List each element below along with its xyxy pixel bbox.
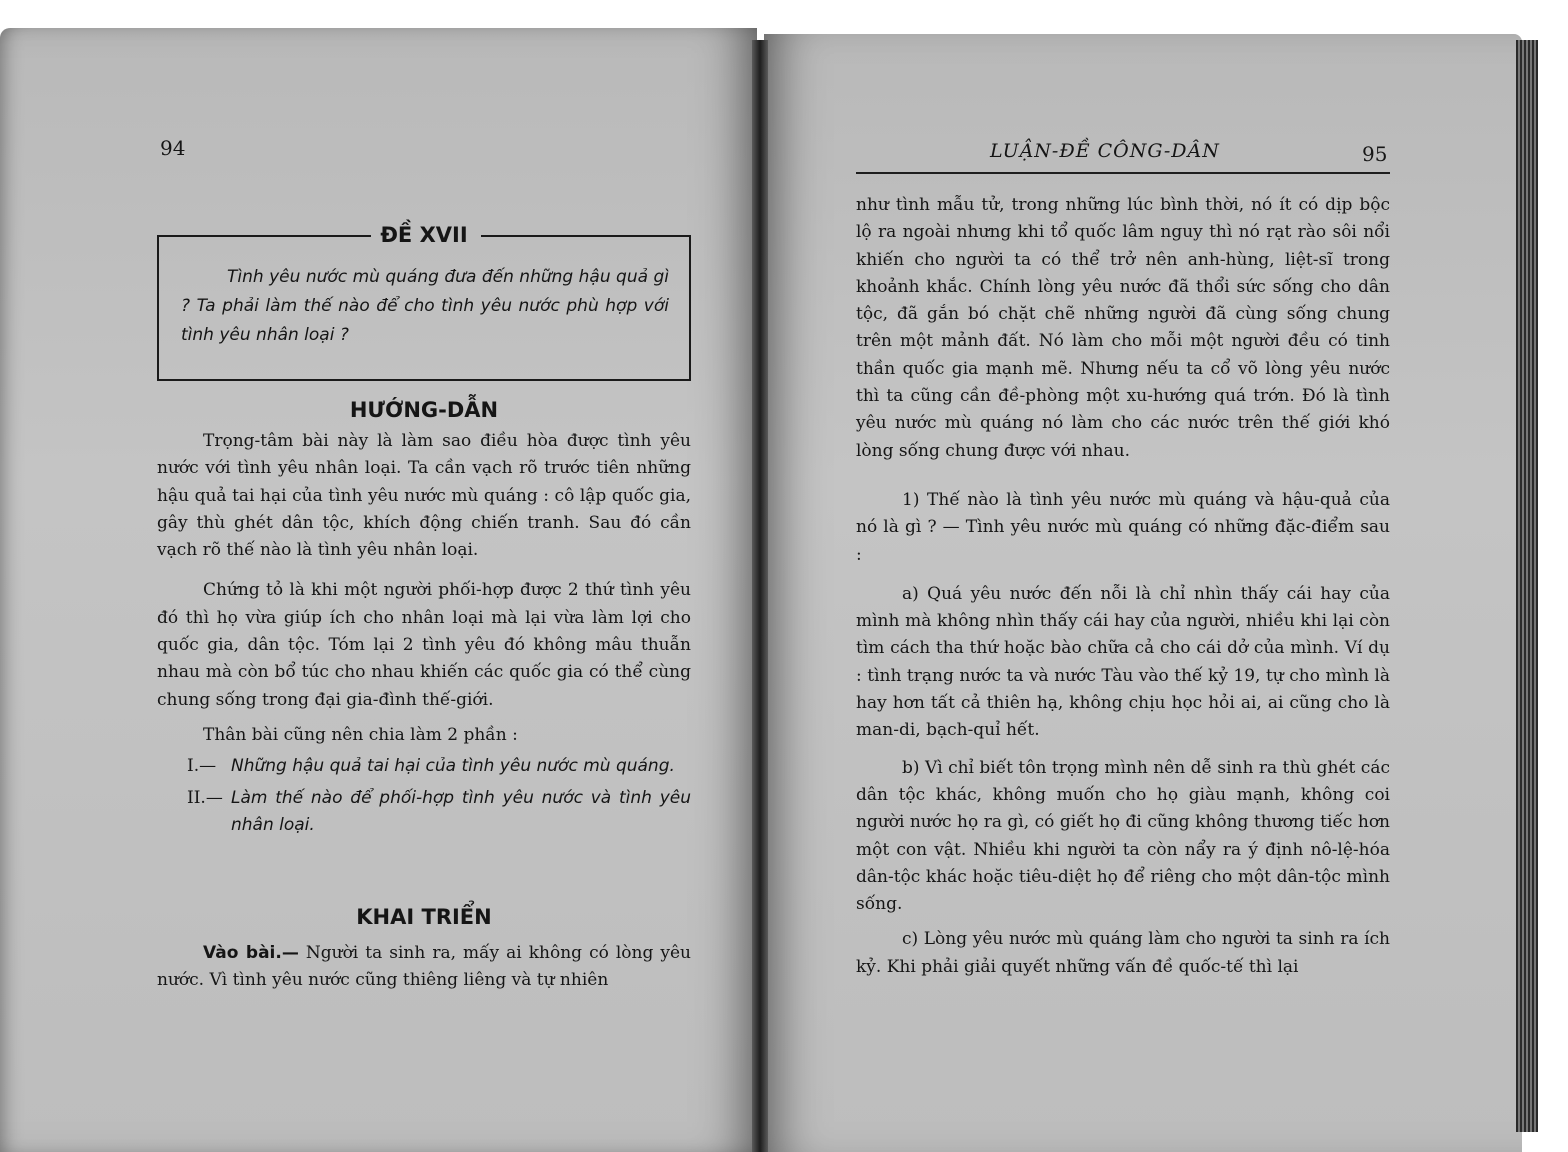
page-edges	[1516, 40, 1538, 1132]
header-rule	[856, 172, 1390, 174]
guide-paragraph-3: Thân bài cũng nên chia làm 2 phần :	[203, 724, 518, 745]
body-paragraph-1: như tình mẫu tử, trong những lúc bình thời, nó ít có dịp bộc lộ ra ngoài nhưng khi tổ quốc lâm nguy thì nó rạt rào sôi nổi khiến cho người ta có thể trở nên anh-hùng, liệt-sĩ trong khoảnh khắc. Chính lòng yêu nước đã thổi sức sống cho dân tộc, đã gắn bó chặt chẽ những người đã cùng sống chung trên một mảnh đất. Nó làm cho mỗi một người đều có tinh thần quốc gia mạnh mẽ. Nhưng nếu ta cổ võ lòng yêu nước thì ta cũng cần đề-phòng một xu-hướng quá trớn. Đó là tình yêu nước mù quáng nó làm cho các nước trên thế giới khó lòng sống chung được với nhau.	[856, 195, 1390, 461]
running-head: LUẬN-ĐỀ CÔNG-DÂN	[990, 140, 1220, 162]
outline-number: II.—	[187, 787, 223, 808]
intro-label: Vào bài.—	[203, 943, 299, 963]
guide-paragraph-1: Trọng-tâm bài này là làm sao điều hòa được tình yêu nước với tình yêu nhân loại. Ta cần vạch rõ trước tiên những hậu quả tai hại của tình yêu nước mù quáng : cô lập quốc gia, gây thù ghét dân tộc, khích động chiến tranh. Sau đó cần vạch rõ thế nào là tình yêu nhân loại.	[157, 431, 691, 561]
guide-section	[157, 428, 691, 839]
question-title: ĐỀ XVII	[380, 223, 468, 247]
body-paragraph-3: a) Quá yêu nước đến nỗi là chỉ nhìn thấy cái hay của mình mà không nhìn thấy cái hay của người, nhiều khi lại còn tìm cách tha thứ hoặc bào chữa cả cho cái dở của mình. Ví dụ : tình trạng nước ta và nước Tàu vào thế kỷ 19, tự cho mình là hay hơn tất cả thiên hạ, không chịu học hỏi ai, ai cũng cho là man-di, bạch-quỉ hết.	[856, 583, 1390, 741]
question-box	[157, 223, 691, 381]
outline-text: Làm thế nào để phối-hợp tình yêu nước và tình yêu nhân loại.	[231, 787, 691, 835]
page-number-right: 95	[1362, 142, 1388, 166]
body-text-right	[856, 192, 1390, 981]
body-paragraph-2: 1) Thế nào là tình yêu nước mù quáng và hậu-quả của nó là gì ? — Tình yêu nước mù quáng có những đặc-điểm sau :	[856, 489, 1390, 565]
intro-paragraph	[157, 940, 691, 995]
outline-number: I.—	[187, 756, 217, 777]
develop-heading: KHAI TRIỂN	[356, 905, 492, 929]
body-paragraph-5: c) Lòng yêu nước mù quáng làm cho người ta sinh ra ích kỷ. Khi phải giải quyết những vấn đề quốc-tế thì lại	[856, 929, 1390, 977]
outline-item-2	[157, 785, 691, 840]
outline-item-1	[157, 753, 691, 780]
guide-heading: HƯỚNG-DẪN	[349, 398, 499, 422]
book-gutter	[752, 40, 768, 1152]
guide-paragraph-2: Chứng tỏ là khi một người phối-hợp được 2 thứ tình yêu đó thì họ vừa giúp ích cho nhân loại mà lại vừa làm lợi cho quốc gia, dân tộc. Tóm lại 2 tình yêu đó không mâu thuẫn nhau mà còn bổ túc cho nhau khiến các quốc gia có thể cùng chung sống trong đại gia-đình thế-giới.	[157, 580, 691, 710]
outline-text: Những hậu quả tai hại của tình yêu nước mù quáng.	[231, 756, 675, 777]
page-number-left: 94	[160, 136, 186, 160]
intro-text: Người ta sinh ra, mấy ai không có lòng yêu nước. Vì tình yêu nước cũng thiêng liêng và tự nhiên	[157, 943, 691, 991]
body-paragraph-4: b) Vì chỉ biết tôn trọng mình nên dễ sinh ra thù ghét các dân tộc khác, không muốn cho họ giàu mạnh, không coi người nước họ ra gì, có giết họ đi cũng không thương tiếc hơn một con vật. Nhiều khi người ta còn nẩy ra ý định nô-lệ-hóa dân-tộc khác hoặc tiêu-diệt họ để riêng cho một dân-tộc mình sống.	[856, 757, 1390, 915]
question-text: Tình yêu nước mù quáng đưa đến những hậu quả gì ? Ta phải làm thế nào để cho tình yêu nước phù hợp với tình yêu nhân loại ?	[181, 267, 669, 345]
